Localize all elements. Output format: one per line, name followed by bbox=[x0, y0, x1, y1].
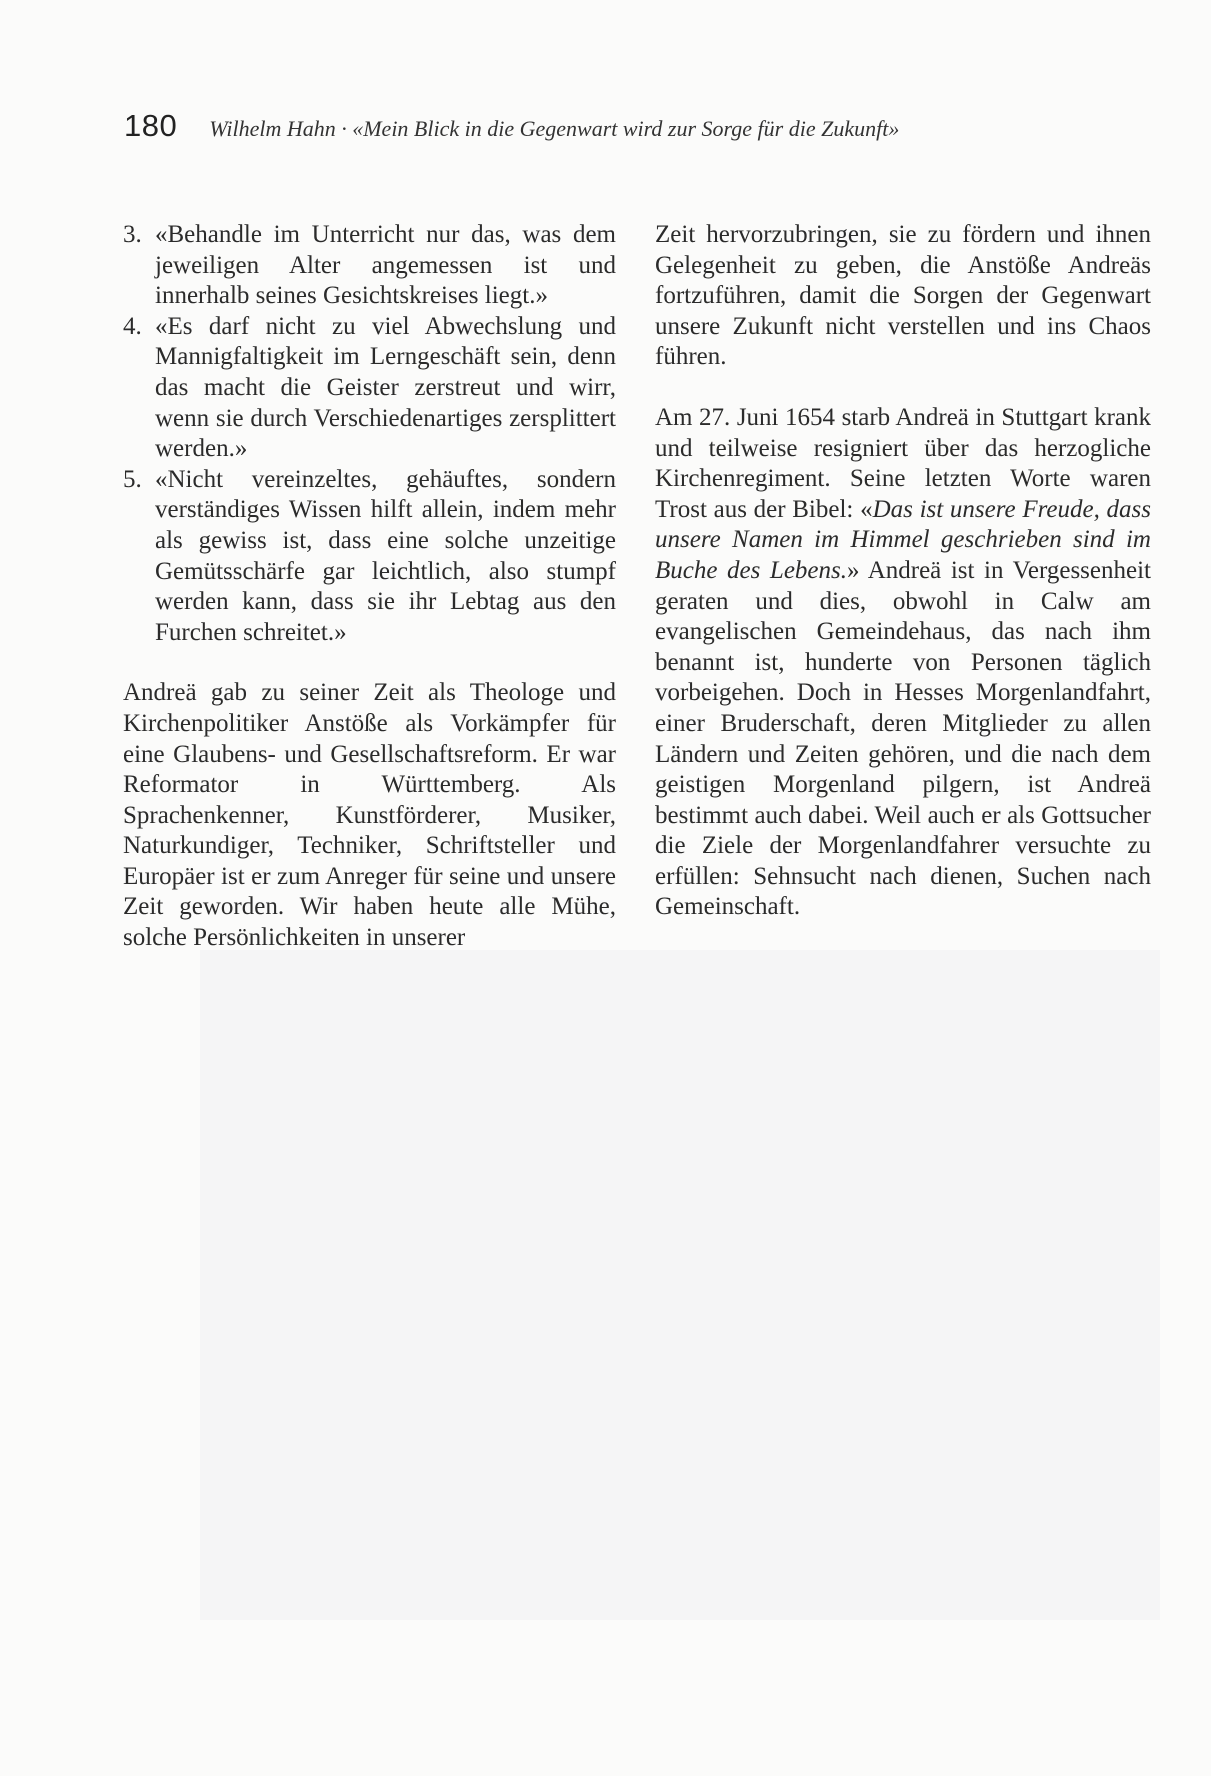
list-text: «Nicht vereinzeltes, gehäuftes, sondern verständiges Wissen hilft allein, indem mehr als gewiss ist, dass eine solche unzeitige Gemütsschärfe gar leichtlich, also stumpf werden kann, dass sie ihr Lebtag aus den Furchen schreitet.» bbox=[155, 465, 616, 646]
page-bleed-through bbox=[200, 950, 1160, 1620]
page-number: 180 bbox=[124, 108, 178, 143]
bible-quote: Das ist unsere Freude, dass unsere Namen im Himmel geschrieben sind im Buche des Lebens. bbox=[655, 495, 1151, 584]
continuation-paragraph: Zeit hervorzubringen, sie zu fördern und ihnen Gelegenheit zu geben, die Anstöße Andreäs fortzuführen, damit die Sorgen der Gegenwart unsere Zukunft nicht verstellen und ins Chaos führen. bbox=[655, 221, 1151, 371]
list-text: «Behandle im Unterricht nur das, was dem jeweiligen Alter angemessen ist und innerhalb seines Gesichtskreises liegt.» bbox=[155, 221, 616, 310]
list-number: 5. bbox=[123, 465, 142, 493]
paragraph-rest: » Andreä ist in Vergessenheit geraten und dies, obwohl in Calw am evangelischen Gemeindehaus, das nach ihm benannt ist, hunderte von Personen täglich vorbeigehen. Doch in Hesses Morgenlandfahrt, einer Bruderschaft, deren Mitglieder zu allen Ländern und Zeiten gehören, und die nach dem geistigen Morgenland pilgern, ist Andreä bestimmt auch dabei. Weil auch er als Gottsucher die Ziele der Morgenlandfahrer versuchte zu erfüllen: Sehnsucht nach dienen, Suchen nach Gemeinschaft. bbox=[655, 556, 1151, 921]
paragraph-intro: Am 27. Juni 1654 starb Andreä in Stuttgart krank und teilweise resigniert über das herzogliche Kirchenregiment. Seine letzten Worte waren Trost aus der Bibel: « bbox=[655, 403, 1151, 523]
left-column bbox=[123, 220, 616, 954]
body-paragraph: Andreä gab zu seiner Zeit als Theologe und Kirchenpolitiker Anstöße als Vorkämpfer für eine Glaubens- und Gesellschaftsreform. Er war Reformator in Württemberg. Als Sprachenkenner, Kunstförderer, Musiker, Naturkundiger, Techniker, Schriftsteller und Europäer ist er zum Anreger für seine und unsere Zeit geworden. Wir haben heute alle Mühe, solche Persönlichkeiten in unserer bbox=[123, 679, 616, 952]
list-item bbox=[123, 220, 616, 312]
quote-list bbox=[123, 220, 616, 648]
page-header bbox=[124, 108, 1104, 158]
body-paragraph bbox=[655, 403, 1151, 923]
list-number: 4. bbox=[123, 312, 142, 340]
list-item bbox=[123, 312, 616, 465]
running-title: Wilhelm Hahn · «Mein Blick in die Gegenwart wird zur Sorge für die Zukunft» bbox=[209, 116, 900, 141]
list-text: «Es darf nicht zu viel Abwechslung und Mannigfaltigkeit im Lerngeschäft sein, denn das macht die Geister zerstreut und wirr, wenn sie durch Verschiedenartiges zersplittert werden.» bbox=[155, 312, 616, 463]
list-number: 3. bbox=[123, 221, 142, 248]
right-column bbox=[655, 220, 1151, 923]
list-item bbox=[123, 465, 616, 649]
